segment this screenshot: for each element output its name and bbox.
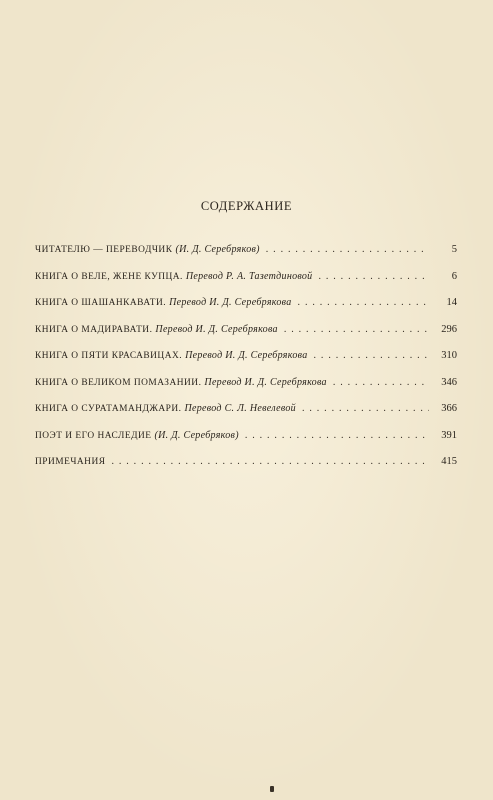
toc-entry-title: ПРИМЕЧАНИЯ bbox=[35, 457, 106, 467]
toc-entry-title-group bbox=[35, 244, 260, 255]
toc-entry-title-group bbox=[35, 403, 296, 414]
toc-entry bbox=[35, 456, 457, 483]
toc-entry bbox=[35, 324, 457, 351]
toc-entry bbox=[35, 377, 457, 404]
toc-entry-title-group bbox=[35, 297, 292, 308]
toc-entry-author: Перевод Р. А. Тазетдиновой bbox=[185, 270, 313, 282]
toc-entry-page: 391 bbox=[441, 429, 457, 441]
toc-entry-title: КНИГА О ВЕЛИКОМ ПОМАЗАНИИ. bbox=[35, 377, 202, 388]
toc-entry-author: Перевод И. Д. Серебрякова bbox=[155, 323, 278, 335]
dot-leader bbox=[284, 324, 429, 335]
toc-entry-title-group bbox=[35, 350, 308, 361]
dot-leader bbox=[245, 430, 429, 441]
dot-leader bbox=[266, 244, 429, 255]
toc-entry bbox=[35, 350, 457, 377]
dot-leader bbox=[314, 350, 429, 361]
toc-entry-title: ЧИТАТЕЛЮ — ПЕРЕВОДЧИК bbox=[35, 245, 173, 255]
dot-leader bbox=[111, 456, 429, 467]
toc-entry-page: 415 bbox=[441, 456, 457, 467]
toc-entry-title: КНИГА О ПЯТИ КРАСАВИЦАХ. bbox=[35, 351, 183, 361]
toc-entry bbox=[35, 430, 457, 457]
toc-entry bbox=[35, 271, 457, 298]
toc-entry bbox=[35, 403, 457, 430]
table-of-contents bbox=[35, 244, 457, 483]
dot-leader bbox=[333, 377, 429, 388]
toc-entry-page: 296 bbox=[441, 323, 457, 335]
toc-entry-author: (И. Д. Серебряков) bbox=[175, 244, 260, 255]
dot-leader bbox=[302, 403, 429, 414]
toc-entry-page: 366 bbox=[441, 403, 457, 414]
toc-entry-page: 14 bbox=[446, 297, 457, 308]
toc-entry-author: Перевод И. Д. Серебрякова bbox=[185, 350, 308, 361]
toc-entry bbox=[35, 297, 457, 324]
toc-entry-title: КНИГА О МАДИРАВАТИ. bbox=[35, 324, 153, 335]
toc-entry-title: КНИГА О СУРАТАМАНДЖАРИ. bbox=[35, 404, 182, 414]
toc-entry bbox=[35, 244, 457, 271]
print-mark bbox=[270, 786, 274, 792]
toc-entry-title-group bbox=[35, 271, 312, 282]
toc-entry-page: 346 bbox=[441, 376, 457, 388]
toc-entry-page: 6 bbox=[451, 270, 457, 282]
toc-entry-author: Перевод И. Д. Серебрякова bbox=[204, 376, 327, 388]
toc-entry-title: КНИГА О ШАШАНКАВАТИ. bbox=[35, 298, 167, 308]
toc-entry-page: 5 bbox=[451, 244, 457, 255]
toc-entry-page: 310 bbox=[441, 350, 457, 361]
toc-entry-title: ПОЭТ И ЕГО НАСЛЕДИЕ bbox=[35, 430, 152, 441]
toc-entry-author: Перевод И. Д. Серебрякова bbox=[169, 297, 292, 308]
dot-leader bbox=[298, 297, 429, 308]
toc-entry-author: (И. Д. Серебряков) bbox=[154, 429, 239, 441]
toc-entry-title-group bbox=[35, 430, 239, 441]
toc-entry-author: Перевод С. Л. Невелевой bbox=[184, 403, 296, 414]
dot-leader bbox=[318, 271, 429, 282]
toc-entry-title-group bbox=[35, 456, 105, 467]
toc-entry-title-group bbox=[35, 324, 278, 335]
toc-entry-title: КНИГА О ВЕЛЕ, ЖЕНЕ КУПЦА. bbox=[35, 271, 183, 282]
page-title: СОДЕРЖАНИЕ bbox=[200, 199, 293, 213]
toc-entry-title-group bbox=[35, 377, 327, 388]
